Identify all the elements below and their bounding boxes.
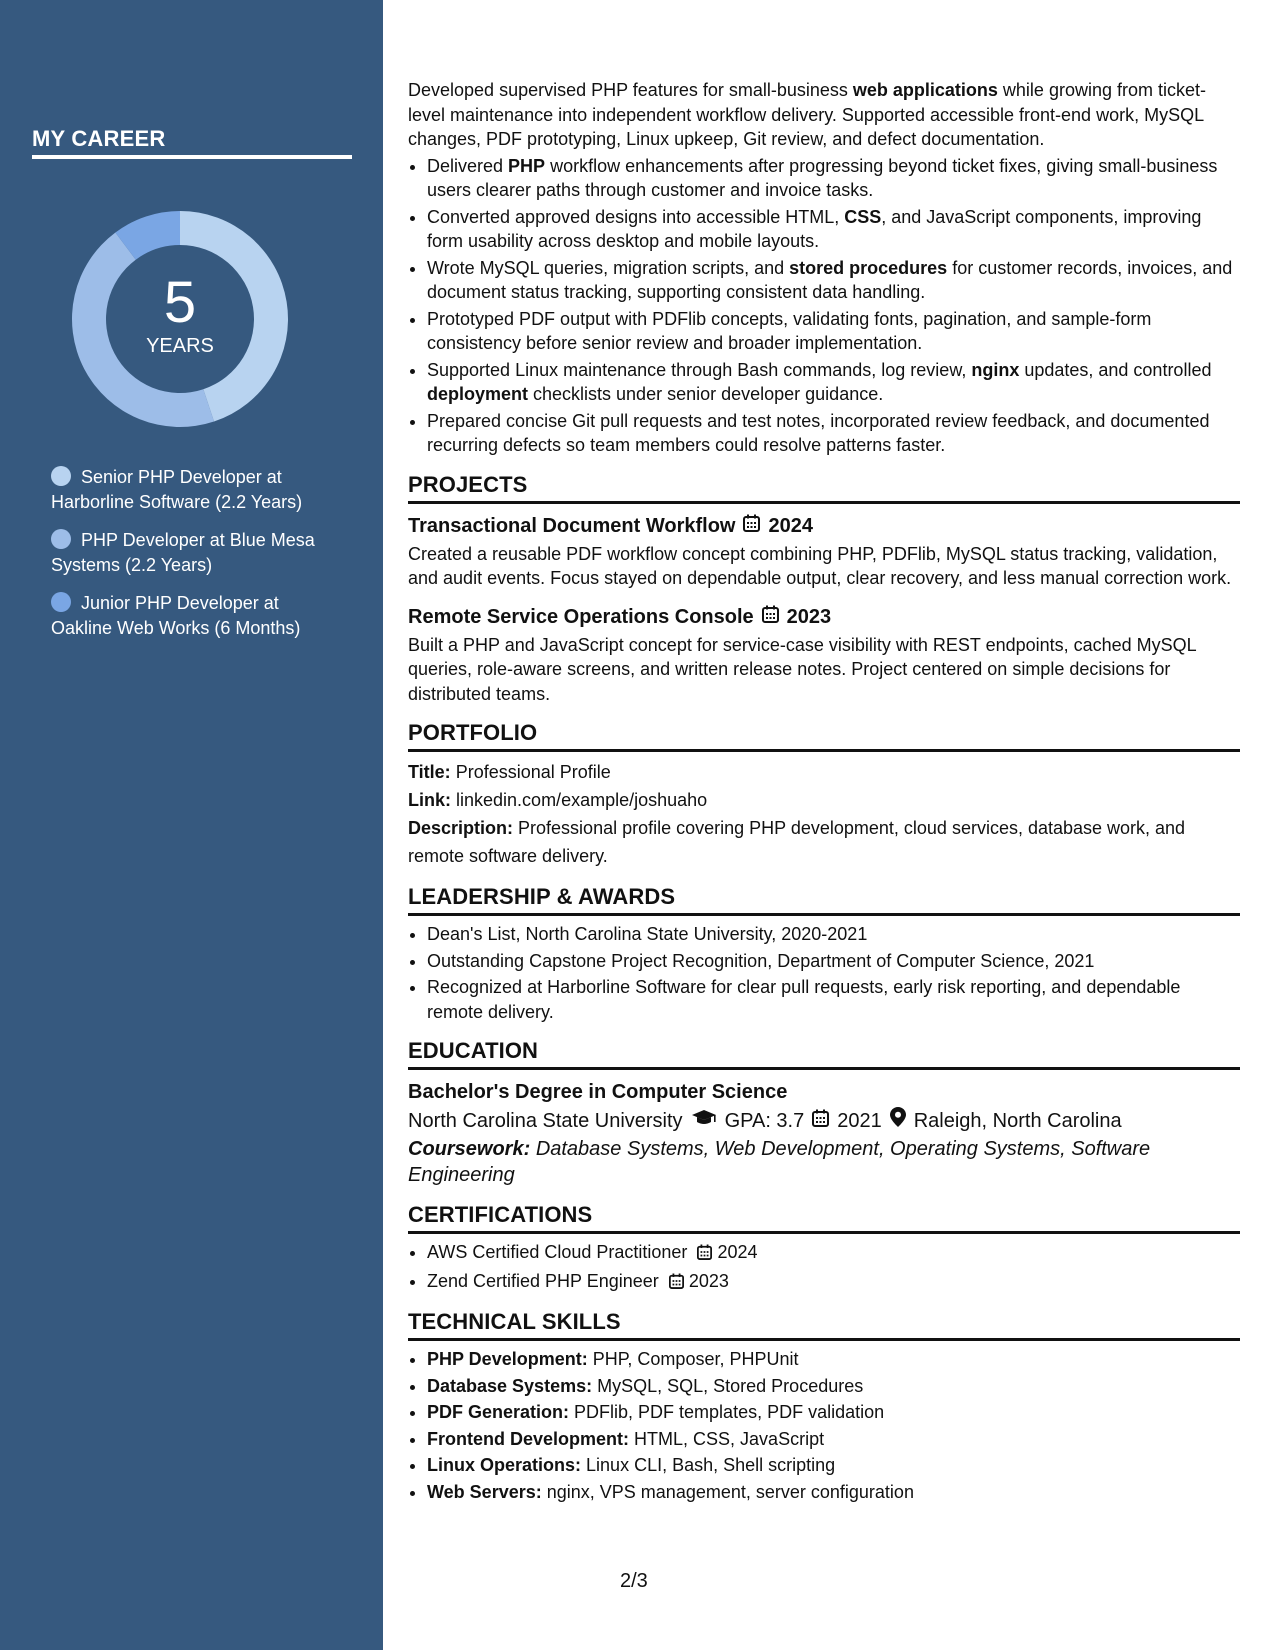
skill-label: PDF Generation: xyxy=(427,1402,570,1422)
certifications-list xyxy=(408,1240,1240,1295)
experience-bullet xyxy=(427,154,1240,203)
school-name: North Carolina State University xyxy=(408,1110,683,1132)
certification-year: 2024 xyxy=(717,1242,758,1262)
text-run: checklists under senior developer guidance. xyxy=(528,384,884,404)
skill-value: PHP, Composer, PHPUnit xyxy=(592,1349,799,1369)
skill-item xyxy=(427,1347,1240,1372)
skill-label: Database Systems: xyxy=(427,1375,593,1396)
bold-keyword: deployment xyxy=(427,384,529,404)
page-number: 2/3 xyxy=(620,1570,648,1592)
skill-value: HTML, CSS, JavaScript xyxy=(634,1428,825,1449)
portfolio-heading: PORTFOLIO xyxy=(408,720,1240,752)
skill-label: Web Servers: xyxy=(427,1481,542,1502)
career-item-label: PHP Developer at Blue Mesa Systems (2.2 Years) xyxy=(51,530,315,575)
text-run: Supported Linux maintenance through Bash commands, log review, xyxy=(427,359,972,380)
donut-center xyxy=(64,203,296,435)
text-run: workflow enhancements after progressing beyond ticket fixes, giving small-business users clearer paths through customer and invoice tasks. xyxy=(427,155,1218,200)
degree-title: Bachelor's Degree in Computer Science xyxy=(408,1081,788,1103)
legend-dot-icon xyxy=(51,529,71,549)
experience-bullet xyxy=(427,256,1240,305)
sidebar xyxy=(0,0,383,1650)
bold-keyword: web applications xyxy=(852,80,998,100)
projects-heading: PROJECTS xyxy=(408,472,1240,504)
portfolio-title-label: Title: xyxy=(408,762,451,782)
skill-item xyxy=(427,1400,1240,1425)
text-run: Developed supervised PHP features for small-business xyxy=(408,80,853,100)
calendar-icon xyxy=(812,1106,829,1136)
graduation-year: 2021 xyxy=(837,1110,882,1132)
education-location: Raleigh, North Carolina xyxy=(913,1110,1122,1132)
gpa: GPA: 3.7 xyxy=(724,1110,805,1132)
text-run: updates, and controlled xyxy=(1019,359,1212,380)
text-run: , and JavaScript components, improving form usability across desktop and mobile layouts. xyxy=(427,206,1202,251)
certifications-heading: CERTIFICATIONS xyxy=(408,1202,1240,1234)
career-item xyxy=(51,528,341,578)
skill-item xyxy=(427,1374,1240,1399)
portfolio-description-label: Description: xyxy=(408,818,514,838)
bold-keyword: PHP xyxy=(508,155,546,176)
text-run: Converted approved designs into accessible HTML, xyxy=(427,206,845,227)
skill-item xyxy=(427,1480,1240,1505)
legend-dot-icon xyxy=(51,592,71,612)
graduation-cap-icon xyxy=(691,1106,717,1136)
coursework xyxy=(408,1136,1240,1188)
bold-keyword: nginx xyxy=(971,359,1020,380)
coursework-label: Coursework: xyxy=(408,1138,531,1160)
bold-keyword: stored procedures xyxy=(789,257,948,278)
project-description: Created a reusable PDF workflow concept combining PHP, PDFlib, MySQL status tracking, validation, and audit events. Focus stayed on dependable output, clear recovery, and less manual correction work. xyxy=(408,543,1232,588)
certification-year: 2023 xyxy=(688,1270,729,1291)
experience-bullet xyxy=(427,307,1240,356)
project-title-row xyxy=(408,603,1240,631)
leadership-item: • Dean's List, North Carolina State University, 2020-2021 xyxy=(427,922,1240,947)
experience-bullet xyxy=(427,409,1240,458)
career-item-label: Junior PHP Developer at Oakline Web Works (6 Months) xyxy=(51,593,301,638)
portfolio-link[interactable]: linkedin.com/example/joshuaho xyxy=(456,790,708,810)
skill-label: PHP Development: xyxy=(427,1349,588,1369)
skill-label: Linux Operations: xyxy=(427,1455,582,1475)
certification-item xyxy=(427,1269,1240,1296)
experience-bullet xyxy=(427,205,1240,254)
calendar-icon xyxy=(743,512,760,540)
text-run: Wrote MySQL queries, migration scripts, and xyxy=(427,257,790,278)
education-heading: EDUCATION xyxy=(408,1038,1240,1070)
career-item-label: Senior PHP Developer at Harborline Software (2.2 Years) xyxy=(51,467,303,512)
portfolio-link-label: Link: xyxy=(408,790,451,810)
main-content xyxy=(408,78,1240,1506)
skill-label: Frontend Development: xyxy=(427,1428,630,1449)
skill-value: Linux CLI, Bash, Shell scripting xyxy=(586,1455,836,1475)
skill-item xyxy=(427,1453,1240,1478)
text-run: Delivered xyxy=(427,155,509,176)
portfolio-title: Professional Profile xyxy=(455,762,611,782)
text-run: Prepared concise Git pull requests and test notes, incorporated review feedback, and documented recurring defects so team members could resolve patterns faster. xyxy=(427,410,1210,455)
coursework-list: Database Systems, Web Development, Operating Systems, Software Engineering xyxy=(408,1138,1151,1186)
leadership-item: • Outstanding Capstone Project Recognition, Department of Computer Science, 2021 xyxy=(427,949,1240,974)
text-run: Prototyped PDF output with PDFlib concepts, validating fonts, pagination, and sample-form consistency before senior review and broader implementation. xyxy=(427,308,1152,353)
portfolio-description: Professional profile covering PHP development, cloud services, database work, and remote software delivery. xyxy=(408,818,1186,866)
legend-dot-icon xyxy=(51,466,71,486)
text-run: for customer records, invoices, and document status tracking, supporting consistent data handling. xyxy=(427,257,1233,302)
leadership-item: • Recognized at Harborline Software for clear pull requests, early risk reporting, and dependable remote delivery. xyxy=(427,975,1240,1024)
experience-bullets xyxy=(408,154,1240,458)
certification-name: AWS Certified Cloud Practitioner xyxy=(427,1242,688,1262)
project-year: 2023 xyxy=(786,605,832,628)
leadership-heading: LEADERSHIP & AWARDS xyxy=(408,884,1240,916)
project-year: 2024 xyxy=(768,514,813,537)
portfolio-title-row xyxy=(408,758,1240,786)
text-run: while growing from ticket-level maintenance into independent workflow delivery. Supported accessible front-end work, MySQL changes, PDF prototyping, Linux upkeep, Git review, and defect documentation. xyxy=(408,80,1206,149)
total-years-number: 5 xyxy=(163,269,197,335)
career-item xyxy=(51,591,341,641)
experience-intro xyxy=(408,78,1240,152)
career-list xyxy=(51,465,341,654)
skills-heading: TECHNICAL SKILLS xyxy=(408,1309,1240,1341)
experience-bullet xyxy=(427,358,1240,407)
calendar-icon xyxy=(669,1271,684,1296)
skill-value: MySQL, SQL, Stored Procedures xyxy=(597,1375,864,1396)
portfolio-description-row xyxy=(408,814,1240,870)
portfolio-link-row xyxy=(408,786,1240,814)
calendar-icon xyxy=(762,603,779,631)
skills-list xyxy=(408,1347,1240,1504)
bold-keyword: CSS xyxy=(844,206,882,227)
calendar-icon xyxy=(697,1242,712,1267)
career-heading: MY CAREER xyxy=(32,126,352,159)
project-title: Remote Service Operations Console xyxy=(408,605,754,628)
skill-item xyxy=(427,1427,1240,1452)
certification-name: Zend Certified PHP Engineer xyxy=(427,1270,659,1291)
total-years-label: YEARS xyxy=(146,334,214,357)
project-title: Transactional Document Workflow xyxy=(408,514,736,537)
certification-item xyxy=(427,1240,1240,1267)
career-item xyxy=(51,465,341,515)
map-pin-icon xyxy=(890,1106,906,1136)
skill-value: nginx, VPS management, server configuration xyxy=(546,1481,914,1502)
project-title-row xyxy=(408,512,1240,540)
education-meta xyxy=(408,1106,1240,1136)
skill-value: PDFlib, PDF templates, PDF validation xyxy=(574,1402,885,1422)
project-description: Built a PHP and JavaScript concept for service-case visibility with REST endpoints, cached MySQL queries, role-aware screens, and written release notes. Project centered on simple decisions for distributed teams. xyxy=(408,634,1197,704)
leadership-list xyxy=(408,922,1240,1024)
